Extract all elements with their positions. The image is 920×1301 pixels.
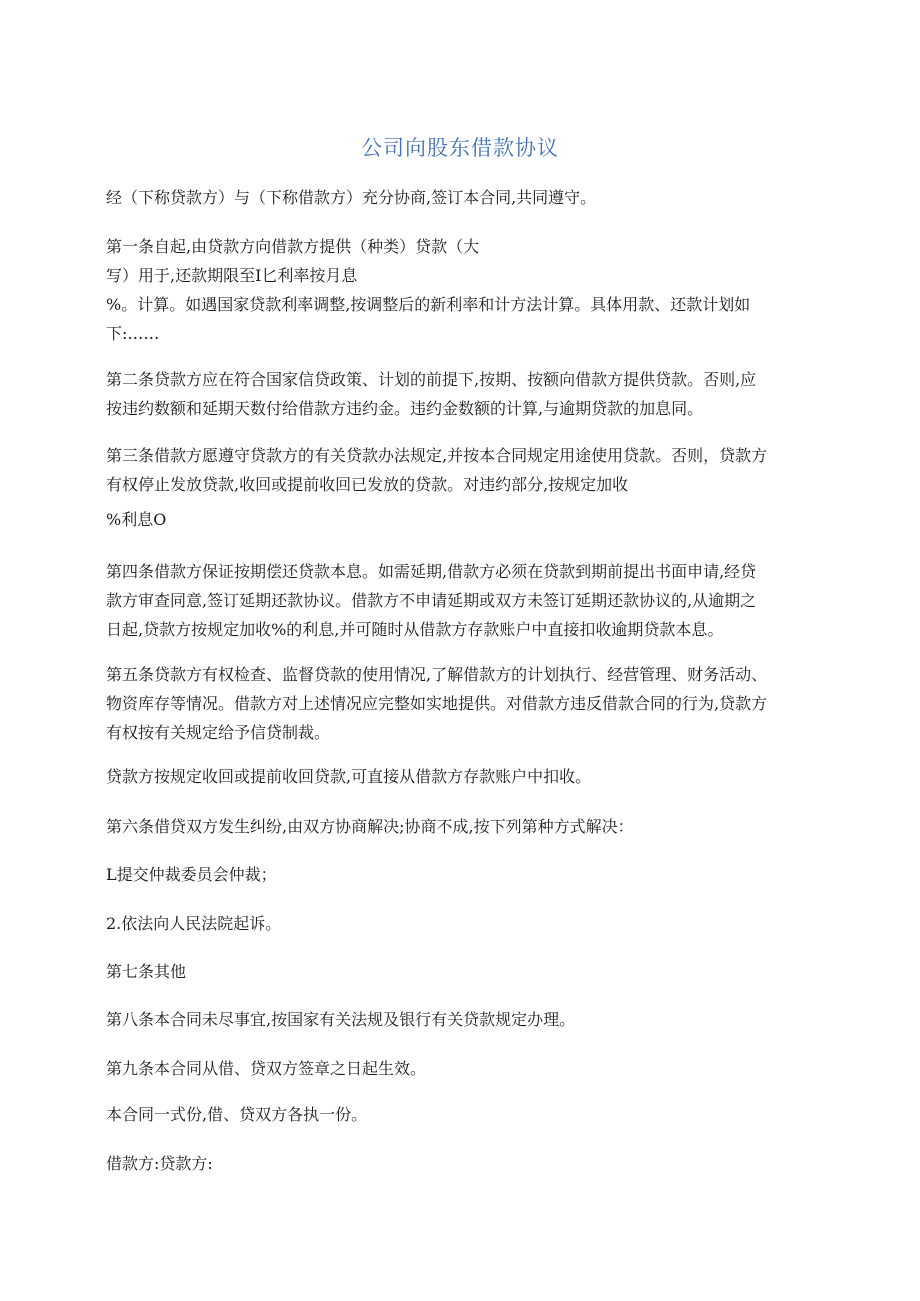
paragraph-article-3: 第三条借款方愿遵守贷款方的有关贷款办法规定,并按本合同规定用途使用贷款。否则，贷款方 有权停止发放贷款,收回或提前收回已发放的贷款。对违约部分,按规定加收 [106,446,768,494]
document-title: 公司向股东借款协议 [361,136,559,160]
list-item-court: 2.依法向人民法院起诉。 [106,914,282,933]
paragraph-copies: 本合同一式份,借、贷双方各执一份。 [106,1105,368,1124]
paragraph-article-1: 第一条自起,由贷款方向借款方提供（种类）贷款（大 写）用于,还款期限至I匕利率按月息 %。计算。如遇国家贷款利率调整,按调整后的新利率和计方法计算。具体用款、还款计划如 下:…… [106,237,751,343]
paragraph-article-4: 第四条借款方保证按期偿还贷款本息。如需延期,借款方必须在贷款到期前提出书面申请,经贷 款方审查同意,签订延期还款协议。借款方不申请延期或双方未签订延期还款协议的,从逾期之 日起,贷款方按规定加收%的利息,并可随时从借款方存款账户中直接扣收逾期贷款本息。 [106,562,757,639]
paragraph-article-7: 第七条其他 [106,962,187,981]
paragraph-article-8: 第八条本合同未尽事宜,按国家有关法规及银行有关贷款规定办理。 [106,1010,576,1029]
paragraph-recovery: 贷款方按规定收回或提前收回贷款,可直接从借款方存款账户中扣收。 [106,767,592,786]
paragraph-article-9: 第九条本合同从借、贷双方签章之日起生效。 [106,1059,427,1078]
list-item-arbitration: L提交仲裁委员会仲裁； [106,865,277,884]
paragraph-preamble: 经（下称贷款方）与（下称借款方）充分协商,签订本合同,共同遵守。 [106,188,597,207]
paragraph-article-5: 第五条贷款方有权检查、监督贷款的使用情况,了解借款方的计划执行、经营管理、财务活动、 物资库存等情况。借款方对上述情况应完整如实地提供。对借款方违反借款合同的行为,贷款方 有权按有关规定给予信贷制裁。 [106,665,768,742]
signature-line: 借款方:贷款方: [106,1154,213,1173]
paragraph-article-6: 第六条借贷双方发生纠纷,由双方协商解决;协商不成,按下列第种方式解决： [106,817,634,836]
paragraph-article-3-interest: %利息O [106,510,167,529]
paragraph-article-2: 第二条贷款方应在符合国家信贷政策、计划的前提下,按期、按额向借款方提供贷款。否则,应 按违约数额和延期天数付给借款方违约金。违约金数额的计算,与逾期贷款的加息同。 [106,370,757,418]
